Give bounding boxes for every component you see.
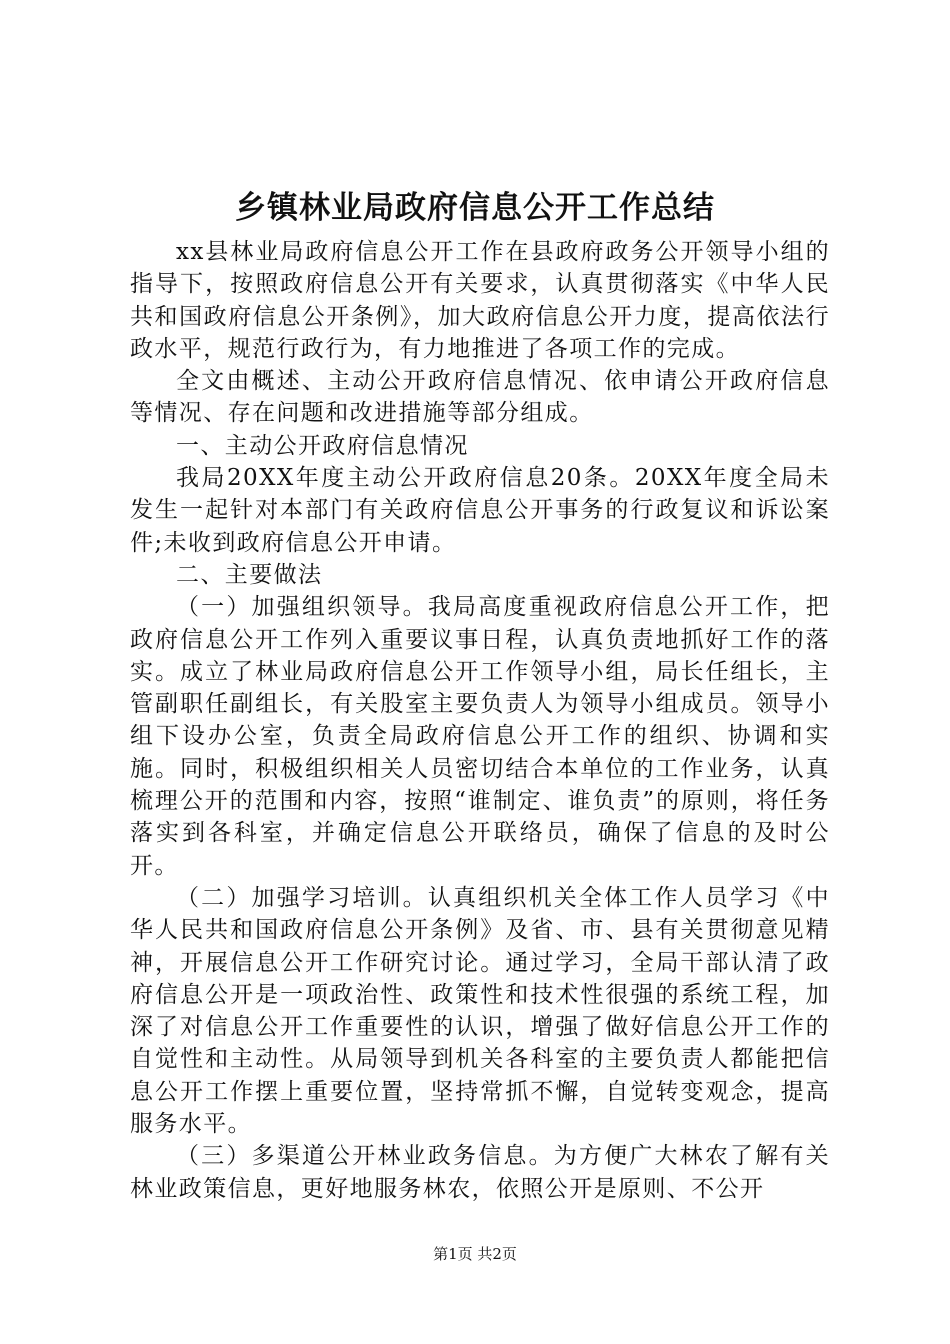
paragraph-section-1: 我局20XX年度主动公开政府信息20条。20XX年度全局未发生一起针对本部门有关政府信息公开事务的行政复议和诉讼案件;未收到政府信息公开申请。 [130, 465, 830, 556]
paragraph-overview: 全文由概述、主动公开政府信息情况、依申请公开政府信息等情况、存在问题和改进措施等部分组成。 [130, 368, 830, 427]
paragraph-item-2: （二）加强学习培训。认真组织机关全体工作人员学习《中华人民共和国政府信息公开条例》及省、市、县有关贯彻意见精神，开展信息公开工作研究讨论。通过学习，全局干部认清了政府信息公开是一项政治性、政策性和技术性很强的系统工程，加深了对信息公开工作重要性的认识，增强了做好信息公开工作的自觉性和主动性。从局领导到机关各科室的主要负责人都能把信息公开工作摆上重要位置，坚持常抓不懈，自觉转变观念，提高服务水平。 [130, 884, 830, 1138]
paragraph-intro: xx县林业局政府信息公开工作在县政府政务公开领导小组的指导下，按照政府信息公开有关要求，认真贯彻落实《中华人民共和国政府信息公开条例》，加大政府信息公开力度，提高依法行政水平，规范行政行为，有力地推进了各项工作的完成。 [130, 239, 830, 362]
paragraph-item-3: （三）多渠道公开林业政务信息。为方便广大林农了解有关林业政策信息，更好地服务林农，依照公开是原则、不公开 [130, 1143, 830, 1202]
page-footer: 第1页 共2页 [433, 1245, 517, 1263]
paragraph-item-1: （一）加强组织领导。我局高度重视政府信息公开工作，把政府信息公开工作列入重要议事日程，认真负责地抓好工作的落实。成立了林业局政府信息公开工作领导小组，局长任组长，主管副职任副组长，有关股室主要负责人为领导小组成员。领导小组下设办公室，负责全局政府信息公开工作的组织、协调和实施。同时，积极组织相关人员密切结合本单位的工作业务，认真梳理公开的范围和内容，按照“谁制定、谁负责”的原则，将任务落实到各科室，并确定信息公开联络员，确保了信息的及时公开。 [130, 594, 830, 879]
section-heading-1: 一、主动公开政府信息情况 [176, 432, 469, 459]
document-body [130, 236, 830, 1205]
section-heading-2: 二、主要做法 [176, 561, 323, 588]
document-title: 乡镇林业局政府信息公开工作总结 [235, 190, 715, 226]
